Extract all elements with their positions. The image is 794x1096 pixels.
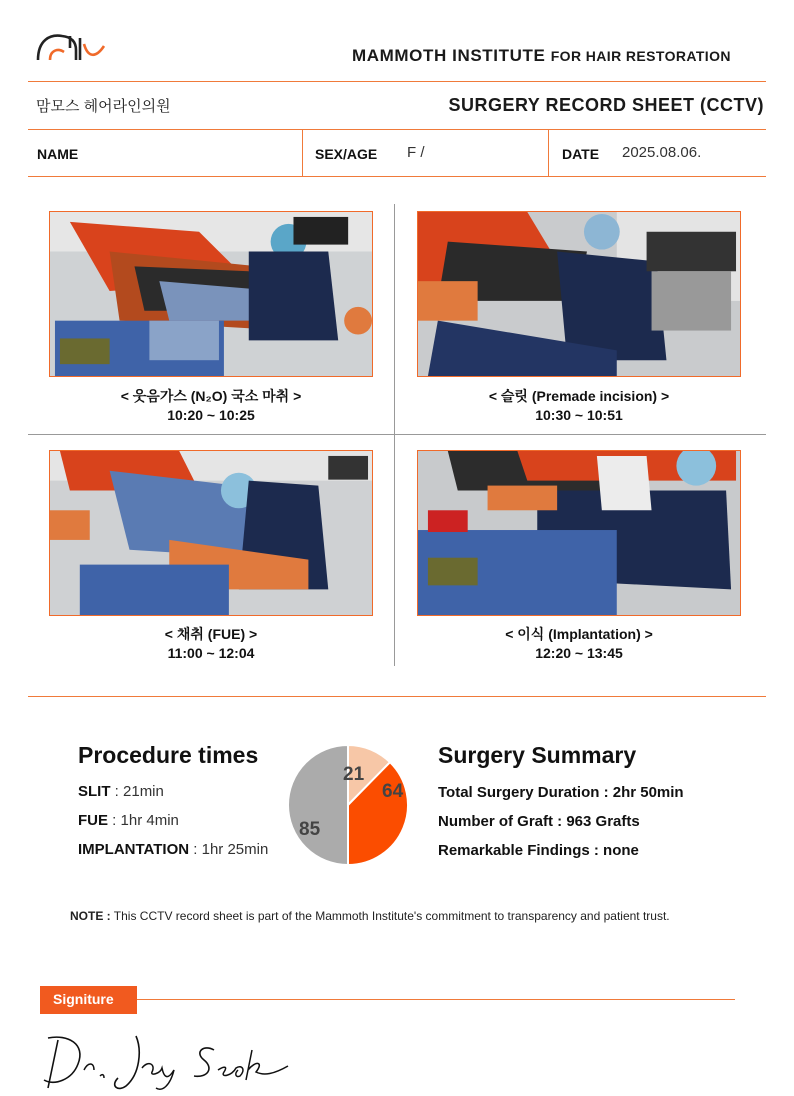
clinic-korean-name: 맘모스 헤어라인의원 <box>36 98 171 115</box>
sheet-title: SURGERY RECORD SHEET (CCTV) <box>448 95 764 115</box>
summary-duration: Total Surgery Duration : 2hr 50min <box>438 784 684 801</box>
cctv-photo-slit <box>417 211 741 377</box>
photo-grid-horizontal-line <box>28 434 766 435</box>
photo-caption: < 이식 (Implantation) > 12:20 ~ 13:45 <box>505 626 653 661</box>
info-separator <box>548 130 549 176</box>
pie-label-fue: 64 <box>382 781 404 802</box>
divider-summary <box>28 696 766 697</box>
procedure-pie-chart <box>287 744 409 866</box>
cctv-photo-implantation <box>417 450 741 616</box>
cctv-photo-fue <box>49 450 373 616</box>
pie-label-implantation: 85 <box>299 819 321 840</box>
signature-line <box>137 999 735 1000</box>
divider-mid <box>28 129 766 130</box>
divider-top <box>28 81 766 82</box>
cctv-photo-anesthesia <box>49 211 373 377</box>
summary-findings: Remarkable Findings : none <box>438 842 639 859</box>
pie-label-slit: 21 <box>343 764 365 785</box>
summary-graft-count: Number of Graft : 963 Grafts <box>438 813 640 830</box>
institute-name: MAMMOTH INSTITUTE FOR HAIR RESTORATION <box>352 46 731 65</box>
procedure-row-slit: SLIT : 21min <box>78 783 164 800</box>
note: NOTE : This CCTV record sheet is part of the Mammoth Institute's commitment to transparency and patient trust. <box>70 909 670 923</box>
sexage-value: F / <box>407 144 425 161</box>
signature-badge: Signiture <box>40 986 137 1014</box>
photo-grid-vertical-line <box>394 204 395 666</box>
name-label: NAME <box>37 146 79 162</box>
photo-caption: < 채취 (FUE) > 11:00 ~ 12:04 <box>164 626 258 661</box>
photo-caption: < 웃음가스 (N₂O) 국소 마취 > 10:20 ~ 10:25 <box>120 388 302 423</box>
mammoth-logo-icon <box>36 28 108 64</box>
surgery-summary-title: Surgery Summary <box>438 742 637 768</box>
date-value: 2025.08.06. <box>622 144 702 161</box>
photo-caption: < 슬릿 (Premade incision) > 10:30 ~ 10:51 <box>488 388 670 423</box>
handwritten-signature <box>38 1030 298 1094</box>
divider-info-bottom <box>28 176 766 177</box>
procedure-row-implantation: IMPLANTATION : 1hr 25min <box>78 841 269 858</box>
procedure-row-fue: FUE : 1hr 4min <box>78 812 179 829</box>
date-label: DATE <box>562 146 600 162</box>
procedure-times-title: Procedure times <box>78 742 259 768</box>
sexage-label: SEX/AGE <box>315 146 378 162</box>
pie-slice-implantation <box>288 745 348 865</box>
info-separator <box>302 130 303 176</box>
